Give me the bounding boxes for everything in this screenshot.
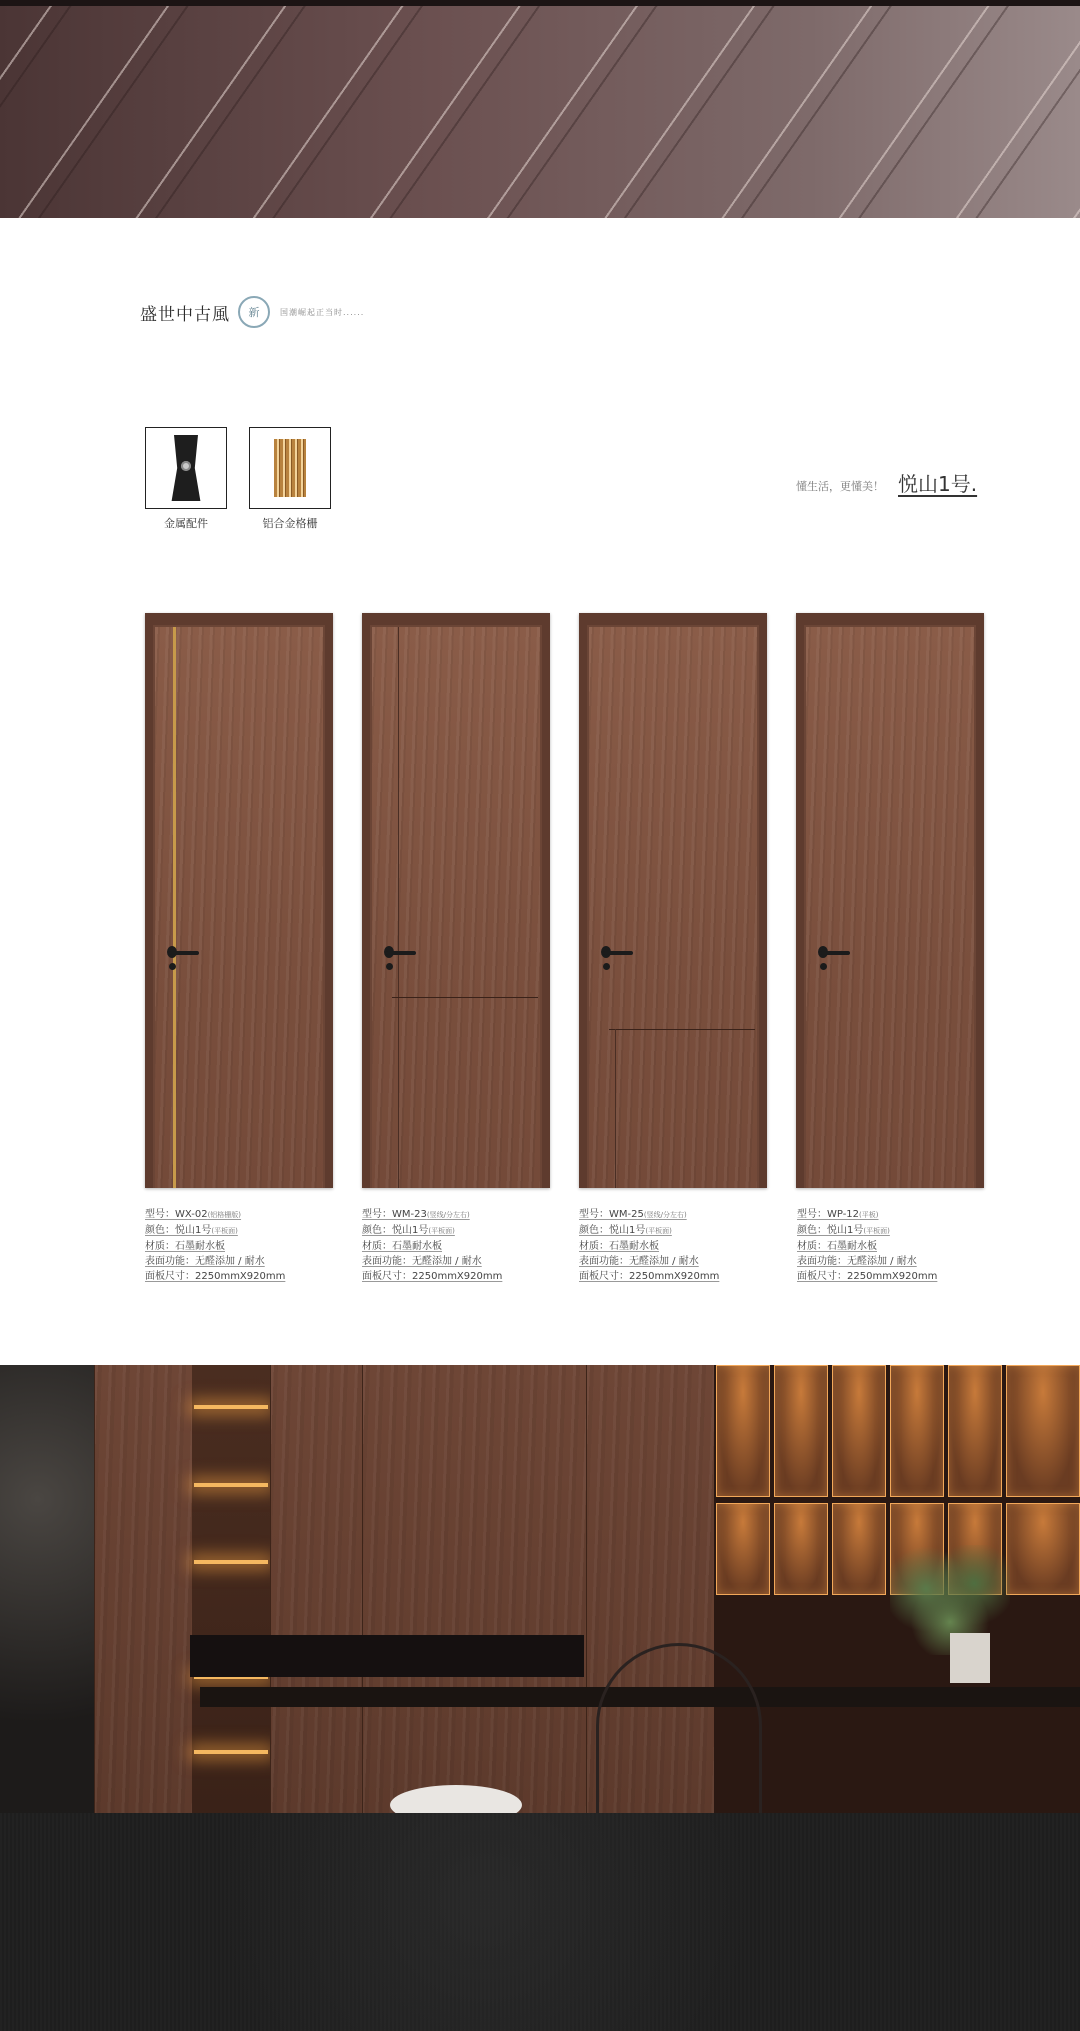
spec-material: 材质：石墨耐水板 [362,1241,442,1252]
door-handle-icon [386,951,416,955]
product-series-title: 悦山1号. [898,472,978,496]
door-groove-line [609,1029,755,1030]
door-frame [796,613,804,1188]
door-frame [325,613,333,1188]
door-handle-icon [169,951,199,955]
product-spec-wp-12 [797,1207,997,1284]
stone-wall [0,1365,94,1813]
cabinet-cell [1006,1365,1080,1497]
cabinet-cell [774,1503,828,1595]
door-lock-icon [169,963,176,970]
spec-model: 型号：WM-25(竖线/分左右) [579,1209,687,1220]
spec-material: 材质：石墨耐水板 [579,1241,659,1252]
ceramic-vase [950,1633,990,1683]
cabinet-cell [832,1365,886,1497]
spec-size: 面板尺寸：2250mmX920mm [145,1271,286,1282]
spec-color: 颜色：悦山1号(平板面) [362,1225,455,1236]
lit-shelf [192,1365,270,1813]
door-handle-icon [820,951,850,955]
spec-size: 面板尺寸：2250mmX920mm [797,1271,938,1282]
door-leaf [155,627,323,1188]
door-leaf [372,627,540,1188]
slogan-text: 懂生活，更懂美！ [796,480,884,493]
aluminum-grille-icon [274,439,306,497]
product-spec-wm-25 [579,1207,779,1284]
door-lock-icon [386,963,393,970]
feature-box [145,427,227,509]
spec-size: 面板尺寸：2250mmX920mm [362,1271,503,1282]
door-frame [976,613,984,1188]
spec-function: 表面功能：无醛添加 / 耐水 [797,1256,917,1267]
cabinet-cell [832,1503,886,1595]
shelf-light [194,1483,268,1487]
door-frame [579,613,587,1188]
door-groove-line [392,997,538,998]
spec-model: 型号：WX-02(铝格栅版) [145,1209,242,1220]
door-leaf [589,627,757,1188]
shelf-light [194,1560,268,1564]
brand-header [140,292,364,332]
door-frame [542,613,550,1188]
product-spec-wm-23 [362,1207,562,1284]
product-spec-wx-02 [145,1207,345,1284]
feature-aluminum-grille [248,427,332,531]
wood-wall-panel [270,1365,363,1813]
spec-color: 颜色：悦山1号(平板面) [797,1225,890,1236]
spec-material: 材质：石墨耐水板 [797,1241,877,1252]
interior-scene-photo [0,1365,1080,1813]
seal-icon: 新 [238,296,270,328]
door-groove-line [398,627,399,1188]
brand-title: 盛世中古風 [140,304,230,325]
door-frame [579,613,767,625]
spec-material: 材质：石墨耐水板 [145,1241,225,1252]
cabinet-cell [716,1365,770,1497]
door-frame [362,613,550,625]
door-image-wp-12 [796,613,984,1188]
door-image-wm-23 [362,613,550,1188]
door-image-wm-25 [579,613,767,1188]
cabinet-cell [1006,1503,1080,1595]
feature-label: 金属配件 [164,517,208,530]
door-leaf [806,627,974,1188]
door-lock-icon [820,963,827,970]
wood-wall-panel [362,1365,587,1813]
door-image-wx-02 [145,613,333,1188]
shelf-light [194,1750,268,1754]
door-groove-line [615,1029,616,1188]
cabinet-cell [716,1503,770,1595]
spec-color: 颜色：悦山1号(平板面) [579,1225,672,1236]
feature-label: 铝合金格栅 [262,517,318,530]
door-frame [796,613,984,625]
aluminum-strip [173,627,176,1188]
door-handle-icon [603,951,633,955]
spec-size: 面板尺寸：2250mmX920mm [579,1271,720,1282]
door-frame [759,613,767,1188]
door-frame [145,613,333,625]
door-frame [145,613,153,1188]
door-frame [362,613,370,1188]
feature-box [249,427,331,509]
spec-function: 表面功能：无醛添加 / 耐水 [145,1256,265,1267]
spec-function: 表面功能：无醛添加 / 耐水 [362,1256,482,1267]
brand-subtitle: 国潮崛起正当时...... [280,307,365,317]
tea-counter [190,1635,584,1677]
feature-metal-fittings [144,427,228,531]
round-back-chair [596,1643,762,1813]
spec-model: 型号：WP-12(平板) [797,1209,879,1220]
spec-color: 颜色：悦山1号(平板面) [145,1225,238,1236]
bottom-dark-texture [0,1813,1080,2031]
spec-model: 型号：WM-23(竖线/分左右) [362,1209,470,1220]
metal-handle-icon [166,435,206,501]
cabinet-cell [948,1365,1002,1497]
cabinet-cell [774,1365,828,1497]
shelf-light [194,1405,268,1409]
top-banner-wood-texture [0,0,1080,218]
wood-wall-panel [94,1365,193,1813]
cabinet-cell [890,1365,944,1497]
door-lock-icon [603,963,610,970]
spec-function: 表面功能：无醛添加 / 耐水 [579,1256,699,1267]
